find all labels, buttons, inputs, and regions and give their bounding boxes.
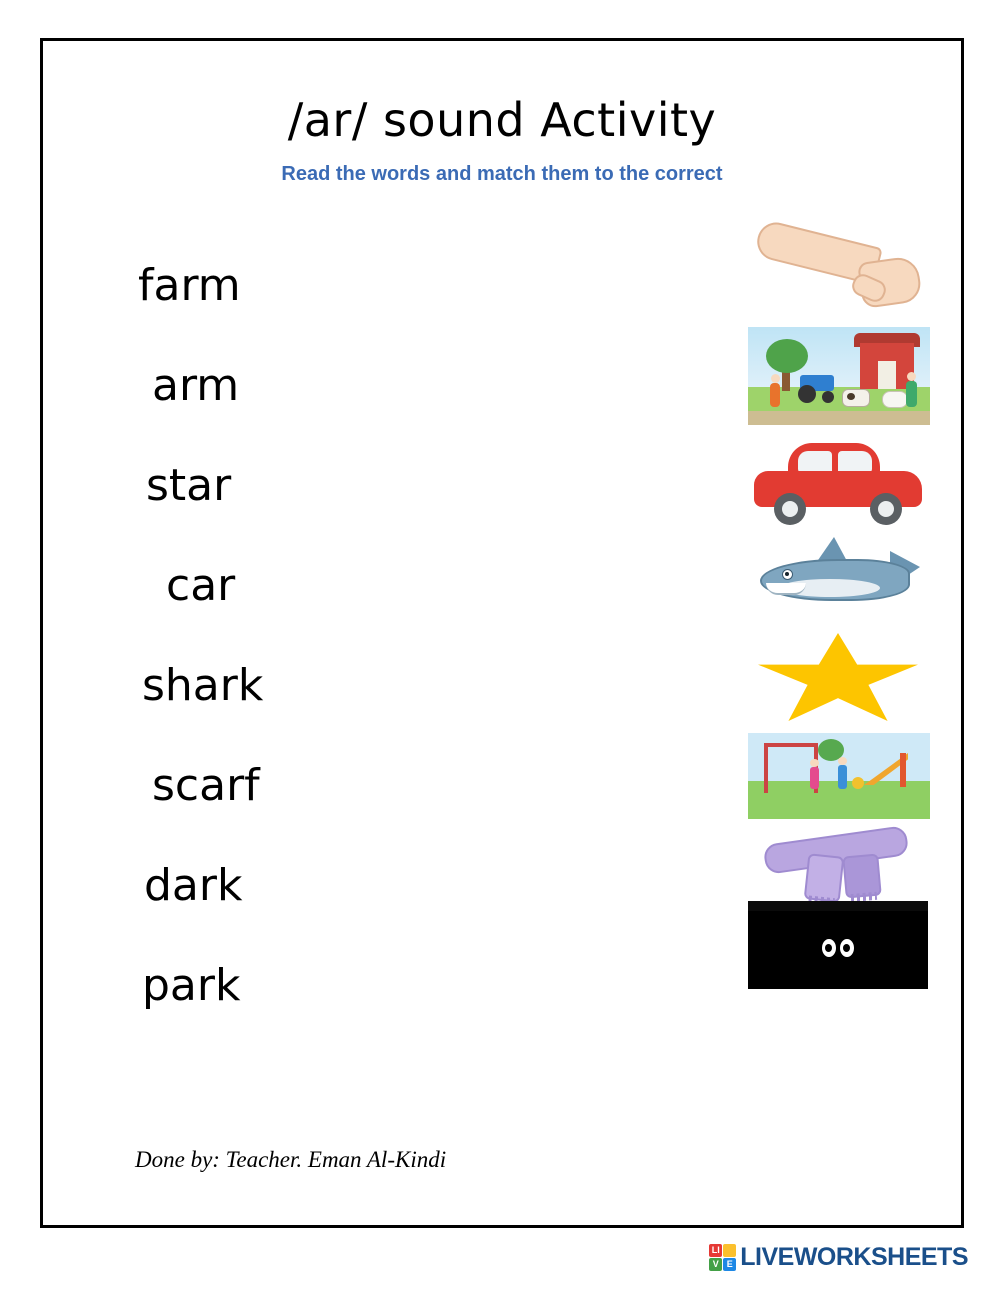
logo-squares [709,1244,736,1271]
word-item-arm[interactable]: arm [152,360,240,411]
picture-column [748,211,948,995]
farm-child-right [906,381,917,407]
word-item-farm[interactable]: farm [138,260,241,311]
car-rear-wheel [870,493,902,525]
arm-picture[interactable] [748,211,928,321]
shark-mouth [766,583,806,595]
worksheet-page [40,38,964,1228]
scarf-tail-right [842,854,882,899]
word-item-shark[interactable]: shark [142,660,264,711]
star-picture[interactable] [748,627,928,727]
tractor-front-wheel [822,391,834,403]
farm-path [748,411,930,425]
park-child-right [838,765,847,789]
word-list [138,236,478,1036]
dark-top-strip [748,901,928,911]
dark-eye-left [822,939,836,957]
word-item-park[interactable]: park [142,960,241,1011]
author-signature: Done by: Teacher. Eman Al-Kindi [135,1147,447,1172]
dark-eye-right [840,939,854,957]
park-picture[interactable] [748,733,930,819]
park-ball [852,777,864,789]
car-front-wheel [774,493,806,525]
logo-cell-v: V [709,1258,722,1271]
barn-door [878,361,896,389]
cow-figure [842,389,870,407]
scarf-picture[interactable] [748,825,928,905]
logo-cell-li: LI [709,1244,722,1257]
shark-eye [782,569,793,580]
liveworksheets-logo[interactable] [709,1243,968,1272]
page-title: /ar/ sound Activity [287,93,717,147]
park-child-left [810,767,819,789]
car-picture[interactable] [748,431,928,529]
tree-foliage [766,339,808,373]
scarf-tail-left [804,853,845,903]
word-item-star[interactable]: star [146,460,232,511]
logo-cell-blank [723,1244,736,1257]
dark-background [748,911,928,989]
star-shape [758,633,918,721]
farm-picture[interactable] [748,327,930,425]
logo-cell-e: E [723,1258,736,1271]
word-item-car[interactable]: car [166,560,236,611]
tractor-rear-wheel [798,385,816,403]
dark-picture[interactable] [748,911,928,989]
slide-post [900,753,906,787]
shark-picture[interactable] [748,535,928,621]
instructions-text: Read the words and match them to the correct [281,163,723,185]
logo-wordmark: LIVEWORKSHEETS [740,1243,968,1271]
word-item-dark[interactable]: dark [144,860,243,911]
car-front-window [798,451,832,473]
farm-child-left [770,383,780,407]
word-item-scarf[interactable]: scarf [152,760,260,811]
car-rear-window [838,451,872,473]
sheep-figure [882,391,908,408]
